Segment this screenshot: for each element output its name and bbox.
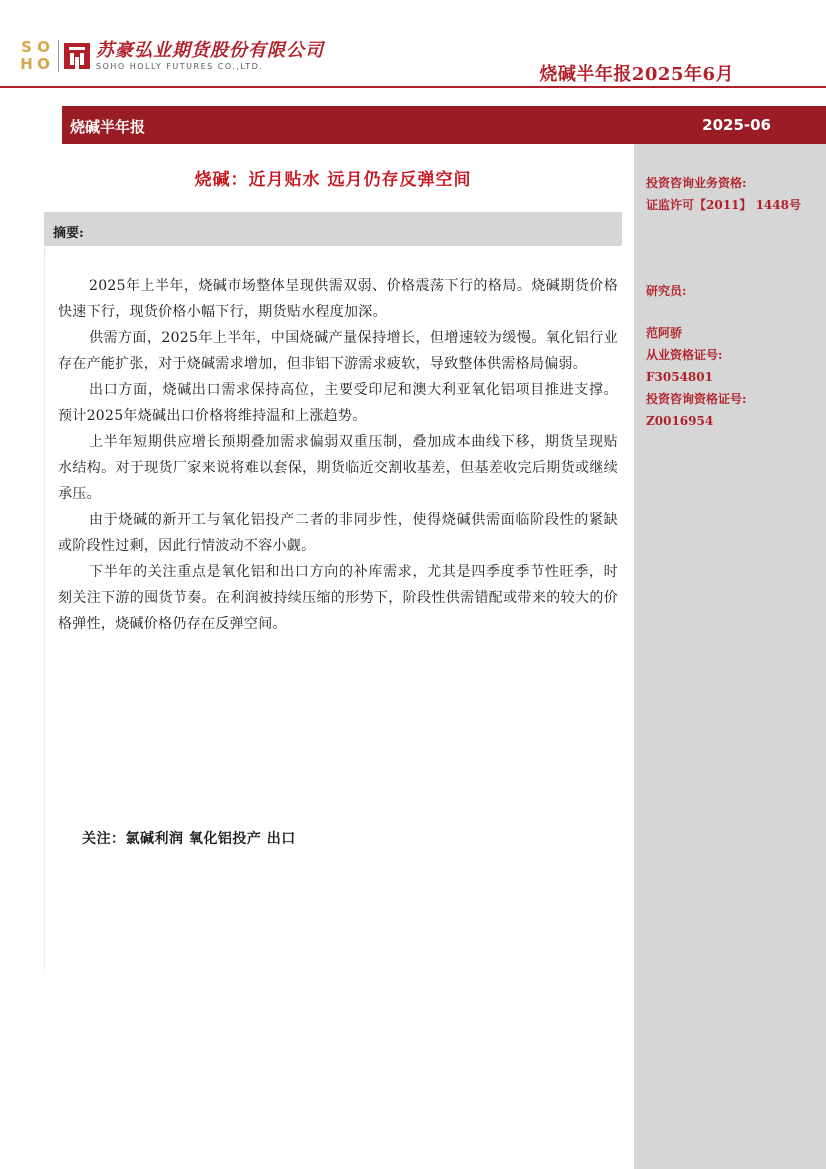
qualification-value: 证监许可【2011】 1448号 xyxy=(646,198,801,212)
summary-paragraph: 供需方面，2025年上半年，中国烧碱产量保持增长，但增速较为缓慢。氧化铝行业存在产能扩张，对于烧碱需求增加，但非铝下游需求疲软，导致整体供需格局偏弱。 xyxy=(58,330,618,372)
summary-paragraph: 下半年的关注重点是氧化铝和出口方向的补库需求，尤其是四季度季节性旺季，时刻关注下游的囤货节奏。在利润被持续压缩的形势下，阶段性供需错配或带来的较大的价格弹性，烧碱价格仍存在反弹空间。 xyxy=(58,564,618,632)
summary-body xyxy=(44,248,623,970)
researcher-block xyxy=(646,280,686,302)
info-sidebar xyxy=(634,144,826,1169)
summary-paragraph: 上半年短期供应增长预期叠加需求偏弱双重压制，叠加成本曲线下移，期货呈现贴水结构。对于现货厂家来说将难以套保，期货临近交割收基差，但基差收完后期货或继续承压。 xyxy=(58,434,618,502)
practice-cert-value: F3054801 xyxy=(646,370,713,384)
logo-letter: S xyxy=(21,38,32,56)
report-header-title: 烧碱半年报2025年6月 xyxy=(539,64,734,85)
researcher-label: 研究员: xyxy=(646,284,687,298)
logo-letter: O xyxy=(37,38,50,56)
summary-bar xyxy=(44,212,622,246)
report-date: 2025-06 xyxy=(702,116,771,134)
summary-paragraph: 2025年上半年，烧碱市场整体呈现供需双弱、价格震荡下行的格局。烧碱期货价格快速下行，现货价格小幅下行，期货贴水程度加深。 xyxy=(58,278,618,320)
summary-text xyxy=(58,273,618,637)
summary-paragraph: 出口方面，烧碱出口需求保持高位，主要受印尼和澳大利亚氧化铝项目推进支撑。预计2025年烧碱出口价格将维持温和上涨趋势。 xyxy=(58,382,618,424)
company-name-en: SOHO HOLLY FUTURES CO.,LTD. xyxy=(96,62,264,71)
document-title: 烧碱：近月贴水 远月仍存反弹空间 xyxy=(194,170,472,190)
logo-letter: O xyxy=(37,55,50,73)
researcher-info xyxy=(646,322,746,432)
focus-keywords: 关注：氯碱利润 氧化铝投产 出口 xyxy=(82,831,296,847)
consult-cert-value: Z0016954 xyxy=(646,414,714,428)
report-type: 烧碱半年报 xyxy=(70,118,146,136)
company-seal-icon xyxy=(64,43,90,69)
company-name xyxy=(96,40,324,72)
consult-cert-label: 投资咨询资格证号: xyxy=(646,392,747,406)
header-rule xyxy=(0,86,826,88)
company-name-cn: 苏豪弘业期货股份有限公司 xyxy=(96,40,324,61)
logo-letter: H xyxy=(20,55,33,73)
company-logo xyxy=(18,38,324,74)
summary-label: 摘要: xyxy=(53,226,84,241)
summary-paragraph: 由于烧碱的新开工与氧化铝投产二者的非同步性，使得烧碱供需面临阶段性的紧缺或阶段性过剩，因此行情波动不容小觑。 xyxy=(58,512,618,554)
qualification-label: 投资咨询业务资格: xyxy=(646,176,747,190)
researcher-name: 范阿骄 xyxy=(646,326,683,340)
report-band xyxy=(62,106,826,144)
qualification-block xyxy=(646,172,816,216)
soho-logo-mark xyxy=(18,39,52,73)
logo-divider xyxy=(58,40,59,72)
practice-cert-label: 从业资格证号: xyxy=(646,348,723,362)
